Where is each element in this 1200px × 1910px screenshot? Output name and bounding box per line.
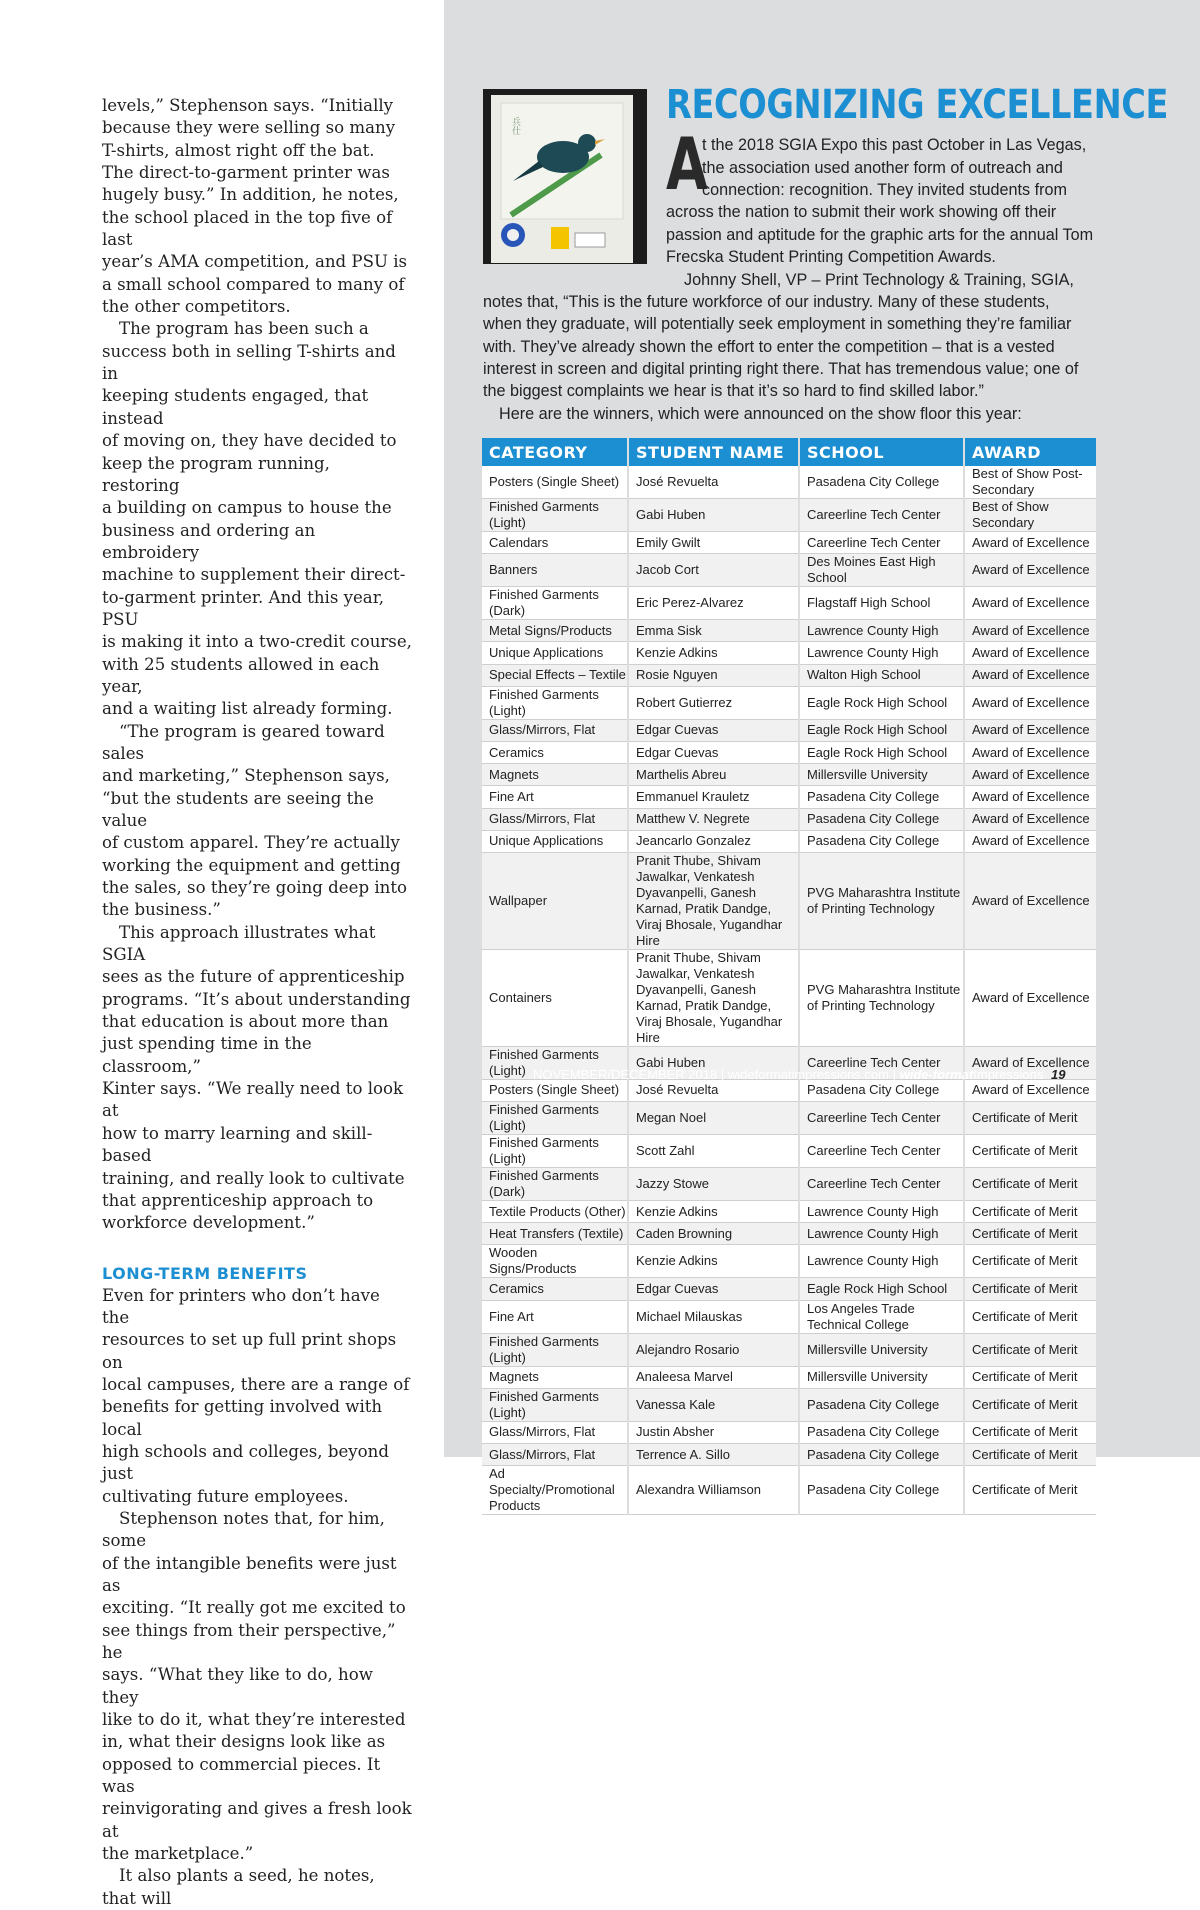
cell-category: Calendars [482,532,628,554]
body-line: keeping students engaged, that instead [102,386,369,428]
body-line: a building on campus to house the [102,498,392,518]
cell-category: Finished Garments (Light) [482,1388,628,1421]
body-line: “but the students are seeing the value [102,788,374,830]
table-row [482,1102,1096,1135]
cell-category: Finished Garments (Light) [482,1046,628,1079]
cell-award: Certificate of Merit [964,1366,1096,1388]
cell-school: Pasadena City College [799,466,964,499]
body-line: just spending time in the classroom,” [102,1034,312,1076]
body-line: It also plants a seed, he notes, that will [102,1866,375,1908]
body-line: benefits for getting involved with local [102,1397,383,1439]
body-line: the other competitors. [102,297,291,317]
cell-award: Award of Excellence [964,664,1096,686]
cell-category: Ceramics [482,1278,628,1300]
cell-student-name: José Revuelta [628,1079,799,1101]
table-row [482,808,1096,830]
body-line: training, and really look to cultivate [102,1168,405,1188]
cell-category: Special Effects – Textile [482,664,628,686]
article-body [102,95,412,1910]
cell-award: Certificate of Merit [964,1388,1096,1421]
cell-school: Careerline Tech Center [799,499,964,532]
cell-school: Pasadena City College [799,808,964,830]
cell-school: Pasadena City College [799,1444,964,1466]
cell-school: Des Moines East High School [799,554,964,587]
cell-student-name: Marthelis Abreu [628,764,799,786]
cell-award: Award of Excellence [964,830,1096,852]
body-line: cultivating future employees. [102,1486,349,1506]
cell-category: Magnets [482,764,628,786]
cell-school: Eagle Rock High School [799,686,964,719]
cell-student-name: Emmanuel Krauletz [628,786,799,808]
cell-school: Lawrence County High [799,1223,964,1245]
cell-award: Best of Show Secondary [964,499,1096,532]
footer-brand-bold: wide-format [899,1067,974,1082]
body-line: and marketing,” Stephenson says, [102,766,390,786]
cell-school: Careerline Tech Center [799,1168,964,1201]
cell-category: Banners [482,554,628,587]
intro-line: the biggest complaints we hear is that it’s so hard to find skilled labor.” [483,382,984,400]
cell-award: Certificate of Merit [964,1300,1096,1333]
intro-line: when they graduate, will potentially seek employment in something they’re familiar [483,315,1072,333]
cell-award: Certificate of Merit [964,1444,1096,1466]
cell-category: Finished Garments (Dark) [482,587,628,620]
cell-student-name: Pranit Thube, Shivam Jawalkar, Venkatesh Dyavanpelli, Ganesh Karnad, Pratik Dandge, Viraj Bhosale, Yugandhar Hire [628,852,799,949]
body-line: business and ordering an embroidery [102,520,316,562]
intro-line: connection: recognition. They invited students from [702,181,1068,199]
cell-category: Posters (Single Sheet) [482,466,628,499]
cell-school: Los Angeles Trade Technical College [799,1300,964,1333]
table-row [482,1135,1096,1168]
svg-text:兵仕: 兵仕 [510,117,520,135]
table-row [482,587,1096,620]
table-row [482,1300,1096,1333]
cell-category: Unique Applications [482,830,628,852]
cell-award: Certificate of Merit [964,1168,1096,1201]
body-paragraph [102,1285,412,1508]
cell-school: Lawrence County High [799,642,964,664]
table-row [482,741,1096,763]
cell-award: Certificate of Merit [964,1135,1096,1168]
body-line: levels,” Stephenson says. “Initially [102,96,394,115]
header-student-name: STUDENT NAME [628,438,799,466]
body-line: resources to set up full print shops on [102,1330,397,1372]
body-line: says. “What they like to do, how they [102,1665,373,1707]
cell-category: Wooden Signs/Products [482,1245,628,1278]
cell-student-name: Edgar Cuevas [628,1278,799,1300]
body-line: the sales, so they’re going deep into [102,878,407,898]
body-line: to-garment printer. And this year, PSU [102,587,385,629]
cell-school: Lawrence County High [799,1245,964,1278]
body-line: is making it into a two-credit course, [102,632,412,652]
cell-school: Lawrence County High [799,1201,964,1223]
cell-school: Careerline Tech Center [799,532,964,554]
cell-student-name: Emily Gwilt [628,532,799,554]
body-line: opposed to commercial pieces. It was [102,1754,381,1797]
cell-school: Walton High School [799,664,964,686]
body-line: Stephenson notes that, for him, some [102,1508,385,1551]
body-line: The program has been such a [119,319,369,339]
cell-award: Award of Excellence [964,741,1096,763]
cell-student-name: Edgar Cuevas [628,741,799,763]
body-line: success both in selling T-shirts and in [102,341,396,384]
cell-student-name: Alejandro Rosario [628,1333,799,1366]
body-line: This approach illustrates what SGIA [102,922,376,965]
cell-school: Pasadena City College [799,786,964,808]
body-line: that education is about more than [102,1012,389,1032]
cell-category: Unique Applications [482,642,628,664]
cell-category: Glass/Mirrors, Flat [482,1421,628,1443]
intro-line: t the 2018 SGIA Expo this past October in Las Vegas, [702,136,1087,154]
footer-issue: NOVEMBER/DECEMBER 2018 [533,1067,718,1082]
table-row [482,830,1096,852]
body-line: in, what their designs look like as [102,1732,386,1752]
table-row [482,1444,1096,1466]
body-line: with 25 students allowed in each year, [102,654,380,696]
body-line: reinvigorating and gives a fresh look at [102,1799,412,1841]
cell-school: Millersville University [799,1333,964,1366]
cell-category: Heat Transfers (Textile) [482,1223,628,1245]
body-line: that apprenticeship approach to [102,1190,374,1210]
cell-award: Award of Excellence [964,719,1096,741]
cell-category: Glass/Mirrors, Flat [482,1444,628,1466]
body-paragraph [102,1508,412,1866]
cell-student-name: Rosie Nguyen [628,664,799,686]
cell-award: Award of Excellence [964,554,1096,587]
body-line: local campuses, there are a range of [102,1374,410,1394]
page-number: 19 [1051,1067,1066,1082]
intro-line: Here are the winners, which were announced on the show floor this year: [499,405,1022,423]
header-award: AWARD [964,438,1096,466]
cell-school: Millersville University [799,1366,964,1388]
body-line: workforce development.” [102,1213,315,1233]
cell-school: Careerline Tech Center [799,1135,964,1168]
cell-school: Pasadena City College [799,1388,964,1421]
cell-school: Careerline Tech Center [799,1102,964,1135]
cell-school: Lawrence County High [799,620,964,642]
cell-school: Pasadena City College [799,1079,964,1101]
body-line: the school placed in the top five of last [102,207,393,250]
body-line: the marketplace.” [102,1844,254,1864]
cell-student-name: Terrence A. Sillo [628,1444,799,1466]
table-row [482,1366,1096,1388]
cell-school: Eagle Rock High School [799,719,964,741]
cell-category: Magnets [482,1366,628,1388]
body-line: of custom apparel. They’re actually [102,833,400,853]
cell-award: Certificate of Merit [964,1421,1096,1443]
intro-line: Johnny Shell, VP – Print Technology & Training, SGIA, [684,271,1074,289]
body-line: sees as the future of apprenticeship [102,967,405,987]
body-paragraph [102,721,412,922]
bird-print-image [491,95,633,263]
cell-school: Eagle Rock High School [799,741,964,763]
cell-award: Best of Show Post-Secondary [964,466,1096,499]
cell-award: Award of Excellence [964,686,1096,719]
table-row [482,554,1096,587]
cell-school: Pasadena City College [799,830,964,852]
drop-cap: A [666,122,708,206]
cell-student-name: Emma Sisk [628,620,799,642]
cell-school: Flagstaff High School [799,587,964,620]
table-row [482,1245,1096,1278]
cell-student-name: Robert Gutierrez [628,686,799,719]
table-row [482,620,1096,642]
body-line: because they were selling so many [102,118,396,138]
table-row [482,686,1096,719]
cell-award: Certificate of Merit [964,1223,1096,1245]
cell-award: Award of Excellence [964,1079,1096,1101]
body-paragraph [102,95,412,318]
body-line: see things from their perspective,” he [102,1620,396,1663]
table-row [482,642,1096,664]
body-line: programs. “It’s about understanding [102,989,411,1009]
body-line: the business.” [102,900,221,920]
cell-student-name: Kenzie Adkins [628,642,799,664]
cell-award: Certificate of Merit [964,1333,1096,1366]
sidebar-headline: RECOGNIZING EXCELLENCE [666,82,1169,128]
cell-award: Award of Excellence [964,587,1096,620]
body-line: working the equipment and getting [102,855,401,875]
cell-school: PVG Maharashtra Institute of Printing Technology [799,852,964,949]
body-paragraph [102,318,412,720]
body-line: of the intangible benefits were just as [102,1553,397,1595]
cell-category: Finished Garments (Light) [482,1102,628,1135]
table-header-row [482,438,1096,466]
cell-student-name: Pranit Thube, Shivam Jawalkar, Venkatesh Dyavanpelli, Ganesh Karnad, Pratik Dandge, Viraj Bhosale, Yugandhar Hire [628,949,799,1046]
body-line: of moving on, they have decided to [102,431,397,451]
table-row [482,1388,1096,1421]
cell-category: Wallpaper [482,852,628,949]
cell-student-name: José Revuelta [628,466,799,499]
cell-category: Fine Art [482,1300,628,1333]
subhead-long-term-benefits: LONG-TERM BENEFITS [102,1263,308,1283]
cell-student-name: Eric Perez-Alvarez [628,587,799,620]
body-line: Even for printers who don’t have the [102,1285,380,1327]
table-row [482,1201,1096,1223]
footer-sep: | [720,1067,725,1082]
cell-category: Textile Products (Other) [482,1201,628,1223]
body-line: exciting. “It really got me excited to [102,1598,406,1618]
cell-student-name: Gabi Huben [628,499,799,532]
table-row [482,664,1096,686]
body-line: “The program is geared toward sales [102,721,385,763]
cell-category: Glass/Mirrors, Flat [482,719,628,741]
cell-award: Award of Excellence [964,1046,1096,1079]
cell-student-name: Caden Browning [628,1223,799,1245]
cell-student-name: Justin Absher [628,1421,799,1443]
cell-category: Finished Garments (Dark) [482,1168,628,1201]
awards-table [482,438,1096,1515]
cell-student-name: Scott Zahl [628,1135,799,1168]
table-row [482,1421,1096,1443]
cell-award: Certificate of Merit [964,1245,1096,1278]
cell-category: Finished Garments (Light) [482,499,628,532]
cell-award: Award of Excellence [964,642,1096,664]
intro-line: Frecska Student Printing Competition Awards. [666,248,996,266]
cell-school: Pasadena City College [799,1421,964,1443]
cell-student-name: Jeancarlo Gonzalez [628,830,799,852]
body-line: high schools and colleges, beyond just [102,1441,389,1484]
cell-student-name: Alexandra Williamson [628,1466,799,1515]
cell-school: Pasadena City College [799,1466,964,1515]
intro-line: passion and aptitude for the graphic arts for the annual Tom [666,226,1094,244]
table-row [482,466,1096,499]
cell-award: Award of Excellence [964,852,1096,949]
award-photo [483,89,647,264]
cell-student-name: Megan Noel [628,1102,799,1135]
cell-award: Certificate of Merit [964,1278,1096,1300]
cell-award: Award of Excellence [964,532,1096,554]
cell-student-name: Analeesa Marvel [628,1366,799,1388]
body-line: year’s AMA competition, and PSU is [102,252,408,272]
body-line: hugely busy.” In addition, he notes, [102,185,399,205]
cell-category: Finished Garments (Light) [482,1333,628,1366]
table-row [482,1168,1096,1201]
cell-category: Finished Garments (Light) [482,686,628,719]
cell-category: Posters (Single Sheet) [482,1079,628,1101]
table-row [482,1223,1096,1245]
intro-line: interest in screen and digital printing right there. That has tremendous value; one of [483,360,1079,378]
table-row [482,719,1096,741]
cell-student-name: Kenzie Adkins [628,1245,799,1278]
cell-student-name: Jacob Cort [628,554,799,587]
cell-school: Millersville University [799,764,964,786]
table-row [482,1079,1096,1101]
body-paragraph [102,1865,412,1910]
cell-student-name: Gabi Huben [628,1046,799,1079]
table-row [482,1278,1096,1300]
body-line: like to do it, what they’re interested [102,1710,406,1730]
footer-site: wideformatimpressions.com [727,1067,889,1082]
cell-student-name: Matthew V. Negrete [628,808,799,830]
cell-award: Certificate of Merit [964,1102,1096,1135]
cell-category: Ad Specialty/Promotional Products [482,1466,628,1515]
body-line: and a waiting list already forming. [102,699,393,719]
cell-award: Award of Excellence [964,786,1096,808]
cell-category: Fine Art [482,786,628,808]
table-row [482,949,1096,1046]
cell-school: PVG Maharashtra Institute of Printing Technology [799,949,964,1046]
table-row [482,499,1096,532]
intro-line: with. They’ve already shown the effort to enter the competition – that is a vested [483,338,1055,356]
body-line: how to marry learning and skill-based [102,1123,373,1166]
cell-category: Containers [482,949,628,1046]
cell-award: Award of Excellence [964,949,1096,1046]
intro-line: the association used another form of outreach and [702,159,1063,177]
cell-category: Glass/Mirrors, Flat [482,808,628,830]
cell-student-name: Jazzy Stowe [628,1168,799,1201]
footer-brand-light: Impressions [973,1067,1044,1082]
body-line: Kinter says. “We really need to look at [102,1079,404,1121]
table-row [482,786,1096,808]
footer-sep-2: | [892,1067,896,1082]
body-line: T-shirts, almost right off the bat. [102,140,375,160]
cell-category: Metal Signs/Products [482,620,628,642]
cell-award: Award of Excellence [964,808,1096,830]
cell-award: Award of Excellence [964,620,1096,642]
page-footer [533,1067,1065,1082]
body-line: keep the program running, restoring [102,453,330,495]
body-paragraph [102,922,412,1235]
cell-category: Ceramics [482,741,628,763]
header-school: SCHOOL [799,438,964,466]
body-line: The direct-to-garment printer was [102,163,390,183]
body-line: a small school compared to many of [102,274,405,294]
cell-category: Finished Garments (Light) [482,1135,628,1168]
cell-school: Careerline Tech Center [799,1046,964,1079]
cell-student-name: Edgar Cuevas [628,719,799,741]
table-row [482,764,1096,786]
intro-line: across the nation to submit their work showing off their [666,203,1057,221]
cell-student-name: Kenzie Adkins [628,1201,799,1223]
intro-line: notes that, “This is the future workforce of our industry. Many of these students, [483,293,1050,311]
cell-school: Eagle Rock High School [799,1278,964,1300]
body-line: machine to supplement their direct- [102,565,406,585]
cell-student-name: Michael Milauskas [628,1300,799,1333]
table-row [482,1333,1096,1366]
cell-student-name: Vanessa Kale [628,1388,799,1421]
table-row [482,532,1096,554]
cell-award: Award of Excellence [964,764,1096,786]
table-row [482,852,1096,949]
header-category: CATEGORY [482,438,628,466]
cell-award: Certificate of Merit [964,1201,1096,1223]
table-row [482,1466,1096,1515]
cell-award: Certificate of Merit [964,1466,1096,1515]
